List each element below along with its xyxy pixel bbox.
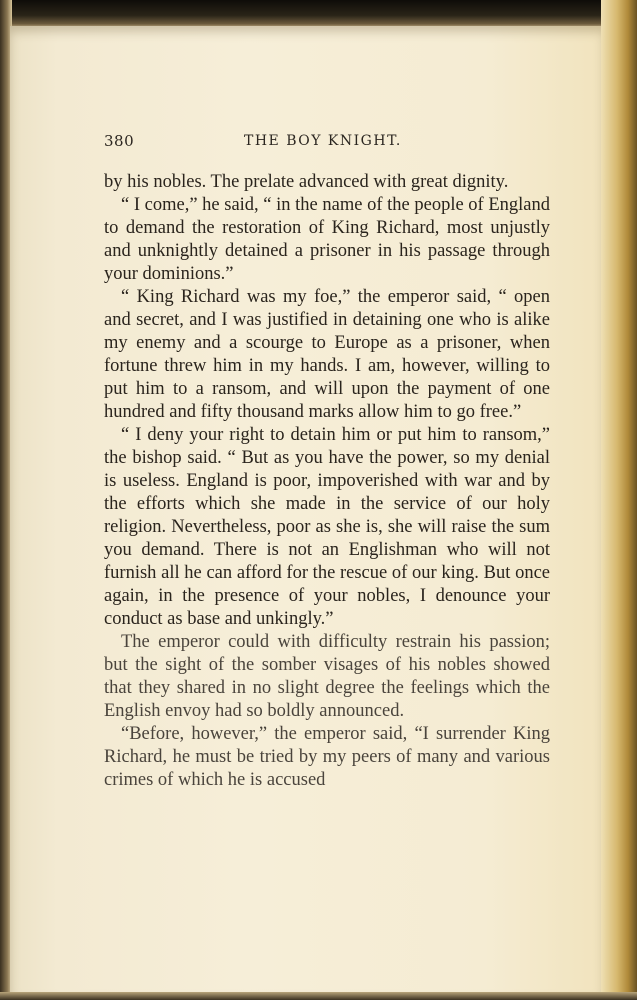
paragraph: The emperor could with difficulty restrain his passion; but the sight of the somber visages of his nobles showed that they shared in no slight degree the feelings which the English envoy had so boldly announced. — [104, 632, 550, 721]
paragraph: “ King Richard was my foe,” the emperor said, “ open and secret, and I was justified in detaining one who is alike my enemy and a scourge to Europe as a prisoner, when fortune threw him in my hands. I am, however, willing to put him to a ransom, and will upon the payment of one hundred and fifty thousand marks allow him to go free.” — [104, 287, 550, 422]
book-top-edge — [0, 0, 637, 28]
paragraph: “Before, however,” the emperor said, “I surrender King Richard, he must be tried by my peers of many and various crimes of which he is accused — [104, 724, 550, 790]
running-header — [104, 132, 550, 154]
book-page-stack-edge — [601, 0, 637, 1000]
paragraph: “ I come,” he said, “ in the name of the people of England to demand the restoration of King Richard, most unjustly and unknightly detained a prisoner in his passage through your dominions.” — [104, 195, 550, 284]
body-text — [104, 171, 550, 792]
paragraph: by his nobles. The prelate advanced with great dignity. — [104, 172, 509, 192]
page-number: 380 — [104, 132, 135, 150]
book-bottom-edge — [0, 992, 637, 1000]
paragraph: “ I deny your right to detain him or put him to ransom,” the bishop said. “ But as you have the power, so my denial is useless. England is poor, impoverished with war and by the efforts which she made in the service of our holy religion. Nevertheless, poor as she is, she will raise the sum you demand. There is not an Englishman who will not furnish all he can afford for the rescue of our king. But once again, in the presence of your nobles, I denounce your conduct as base and unkingly.” — [104, 425, 550, 629]
running-title: THE BOY KNIGHT. — [244, 133, 402, 149]
